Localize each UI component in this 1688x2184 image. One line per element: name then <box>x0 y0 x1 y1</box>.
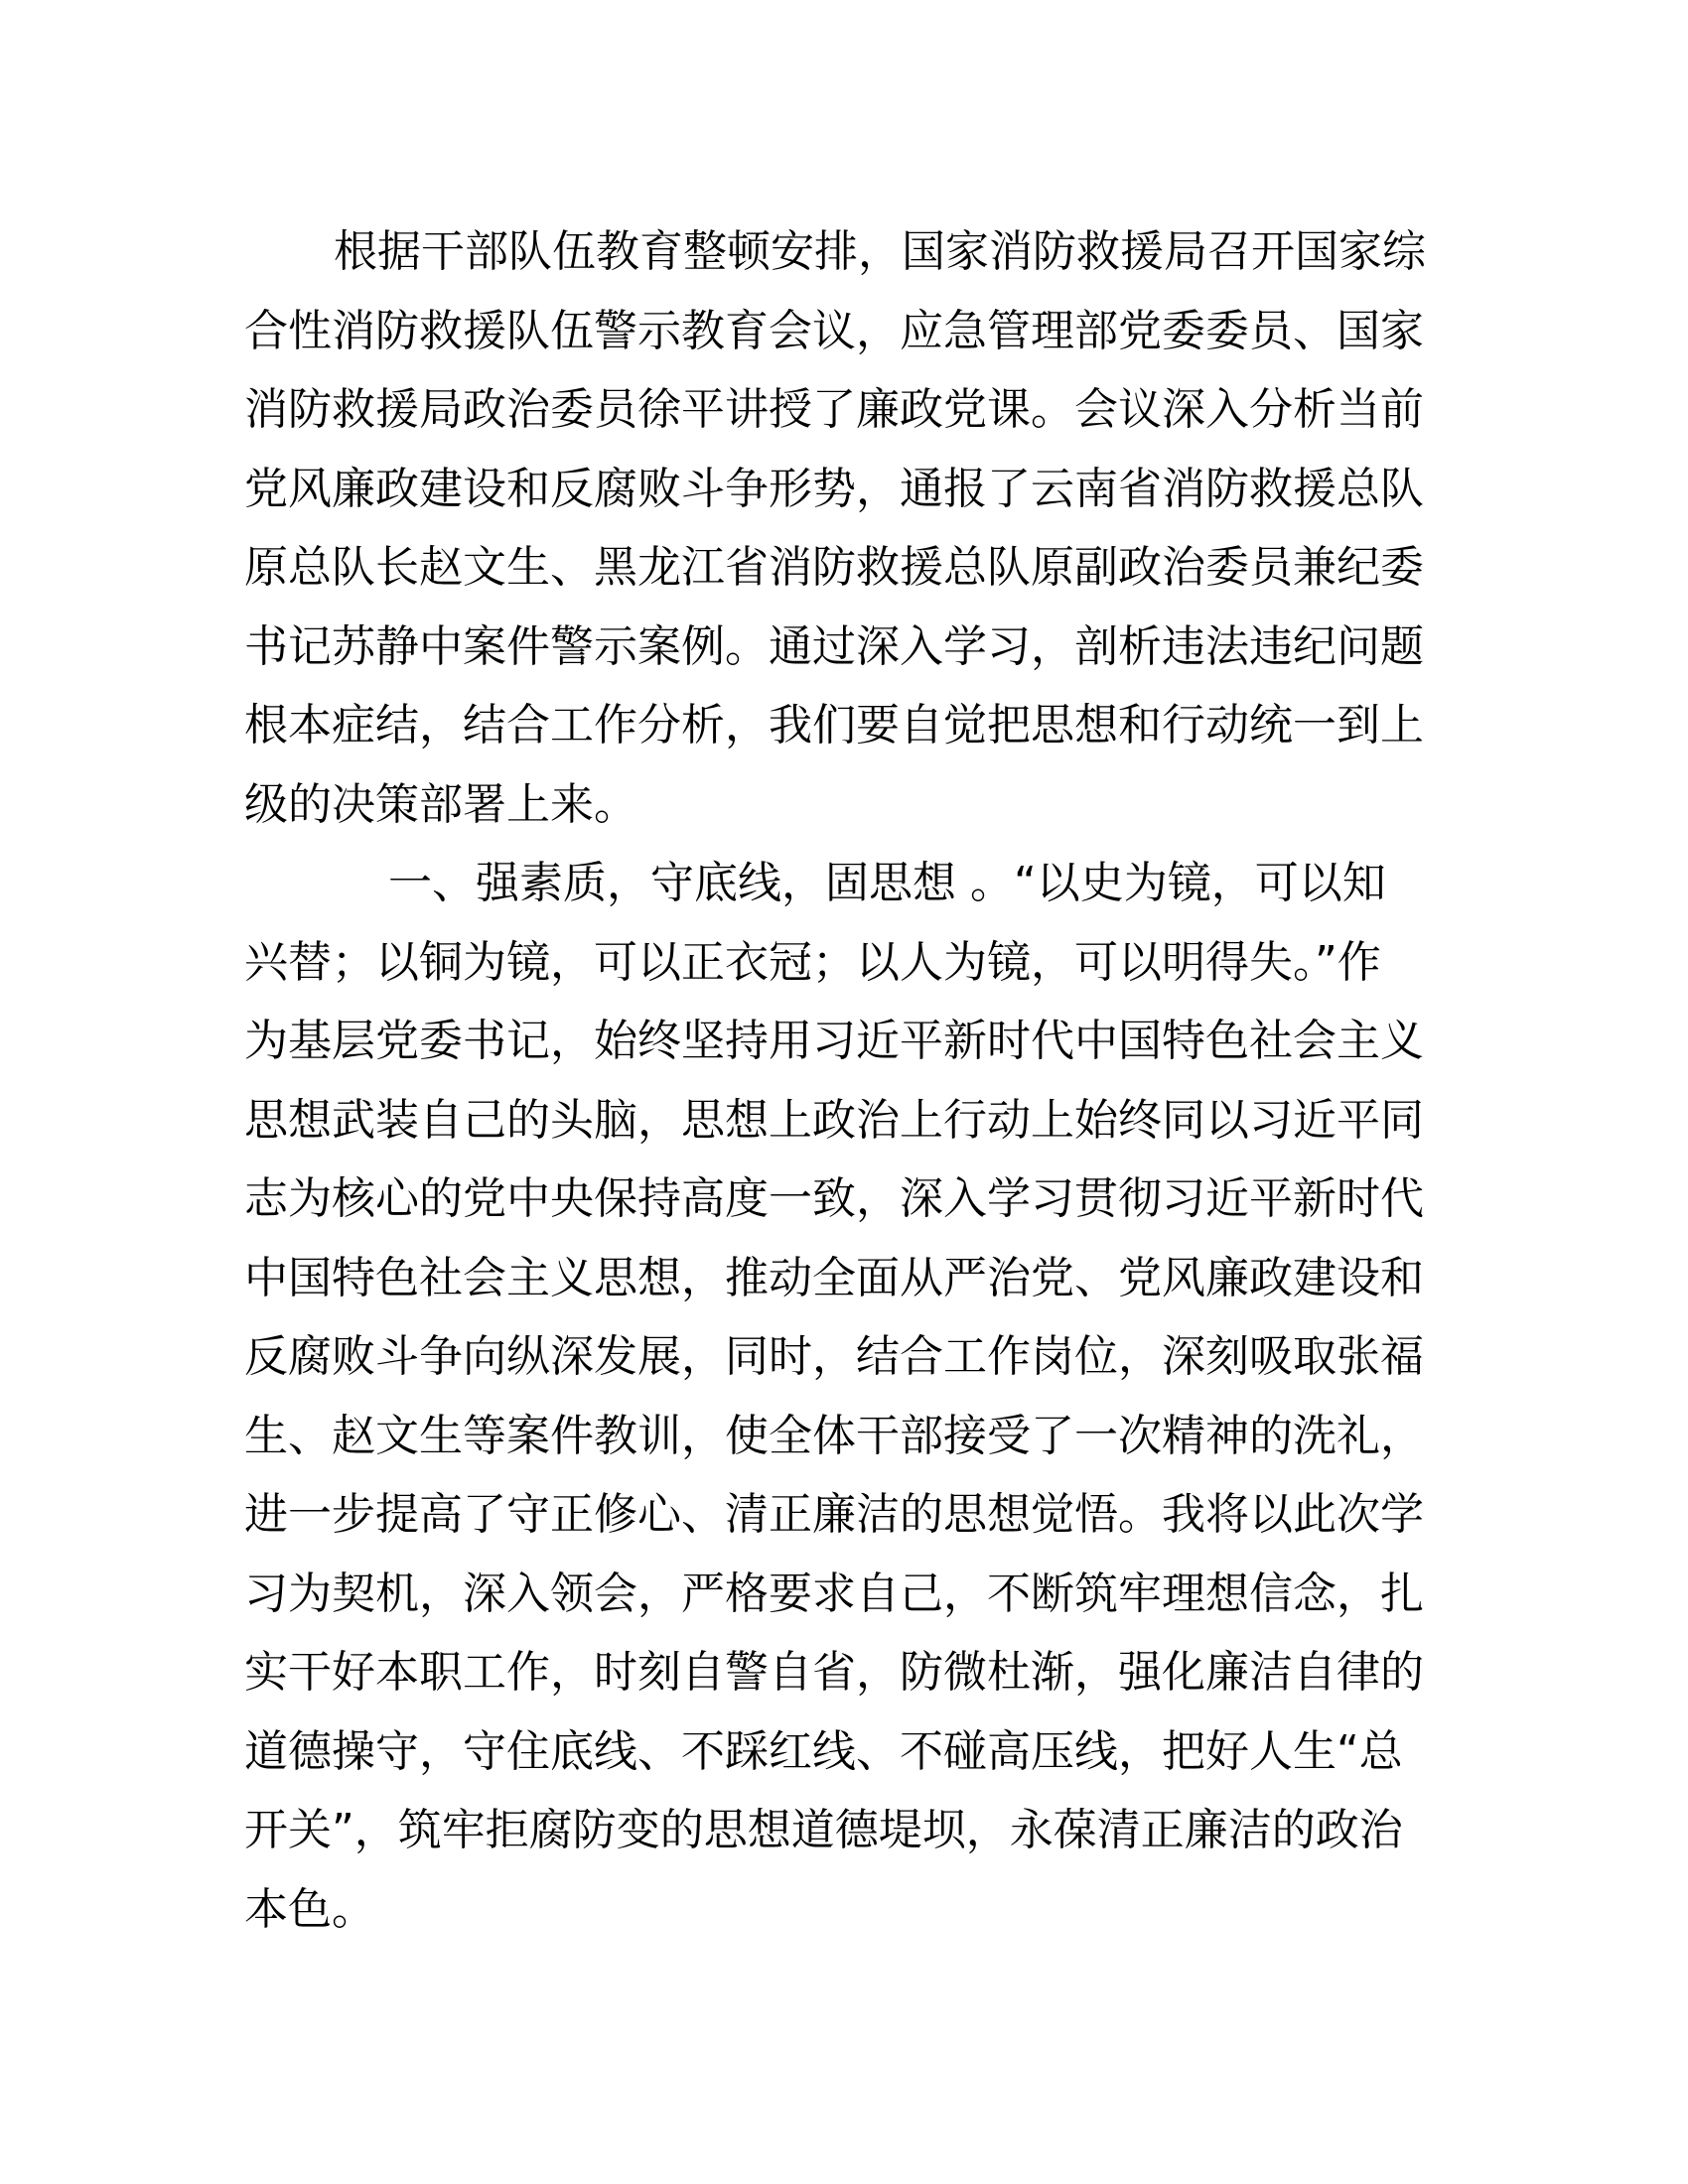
text-line: 中国特色社会主义思想，推动全面从严治党、党风廉政建设和 <box>244 1252 1424 1303</box>
paragraph-section-one <box>244 844 1440 1949</box>
text-line: 本色。 <box>244 1883 375 1935</box>
text-line: 根据干部队伍教育整顿安排，国家消防救援局召开国家综 <box>334 226 1426 277</box>
text-line: 道德操守，守住底线、不踩红线、不碰高压线，把好人生“总 <box>244 1725 1403 1777</box>
text-line: 原总队长赵文生、黑龙江省消防救援总队原副政治委员兼纪委 <box>244 542 1424 593</box>
paragraph-intro <box>244 212 1440 844</box>
text-line: 志为核心的党中央保持高度一致，深入学习贯彻习近平新时代 <box>244 1173 1424 1224</box>
text-line: 为基层党委书记，始终坚持用习近平新时代中国特色社会主义 <box>244 1016 1424 1066</box>
text-line: 进一步提高了守正修心、清正廉洁的思想觉悟。我将以此次学 <box>244 1489 1424 1540</box>
text-line: 反腐败斗争向纵深发展，同时，结合工作岗位，深刻吸取张福 <box>244 1331 1424 1382</box>
text-line: 开关”，筑牢拒腐防变的思想道德堤坝，永葆清正廉洁的政治 <box>244 1805 1403 1855</box>
text-line: 合性消防救援队伍警示教育会议，应急管理部党委委员、国家 <box>244 305 1424 356</box>
text-line: 实干好本职工作，时刻自警自省，防微杜渐，强化廉洁自律的 <box>244 1647 1424 1698</box>
text-line: 根本症结，结合工作分析，我们要自觉把思想和行动统一到上 <box>244 700 1424 751</box>
section-heading-line: 一、强素质，守底线，固思想 。“以史为镜，可以知 <box>388 858 1386 908</box>
text-line: 级的决策部署上来。 <box>244 778 637 830</box>
text-line: 兴替；以铜为镜，可以正衣冠；以人为镜，可以明得失。”作 <box>244 936 1381 988</box>
document-body <box>244 212 1440 1949</box>
text-line: 消防救援局政治委员徐平讲授了廉政党课。会议深入分析当前 <box>244 384 1424 435</box>
text-line: 书记苏静中案件警示案例。通过深入学习，剖析违法违纪问题 <box>244 620 1424 672</box>
text-line: 思想武装自己的头脑，思想上政治上行动上始终同以习近平同 <box>244 1094 1424 1146</box>
text-line: 生、赵文生等案件教训，使全体干部接受了一次精神的洗礼， <box>244 1410 1424 1461</box>
text-line: 党风廉政建设和反腐败斗争形势，通报了云南省消防救援总队 <box>244 463 1424 514</box>
text-line: 习为契机，深入领会，严格要求自己，不断筑牢理想信念，扎 <box>244 1568 1424 1619</box>
